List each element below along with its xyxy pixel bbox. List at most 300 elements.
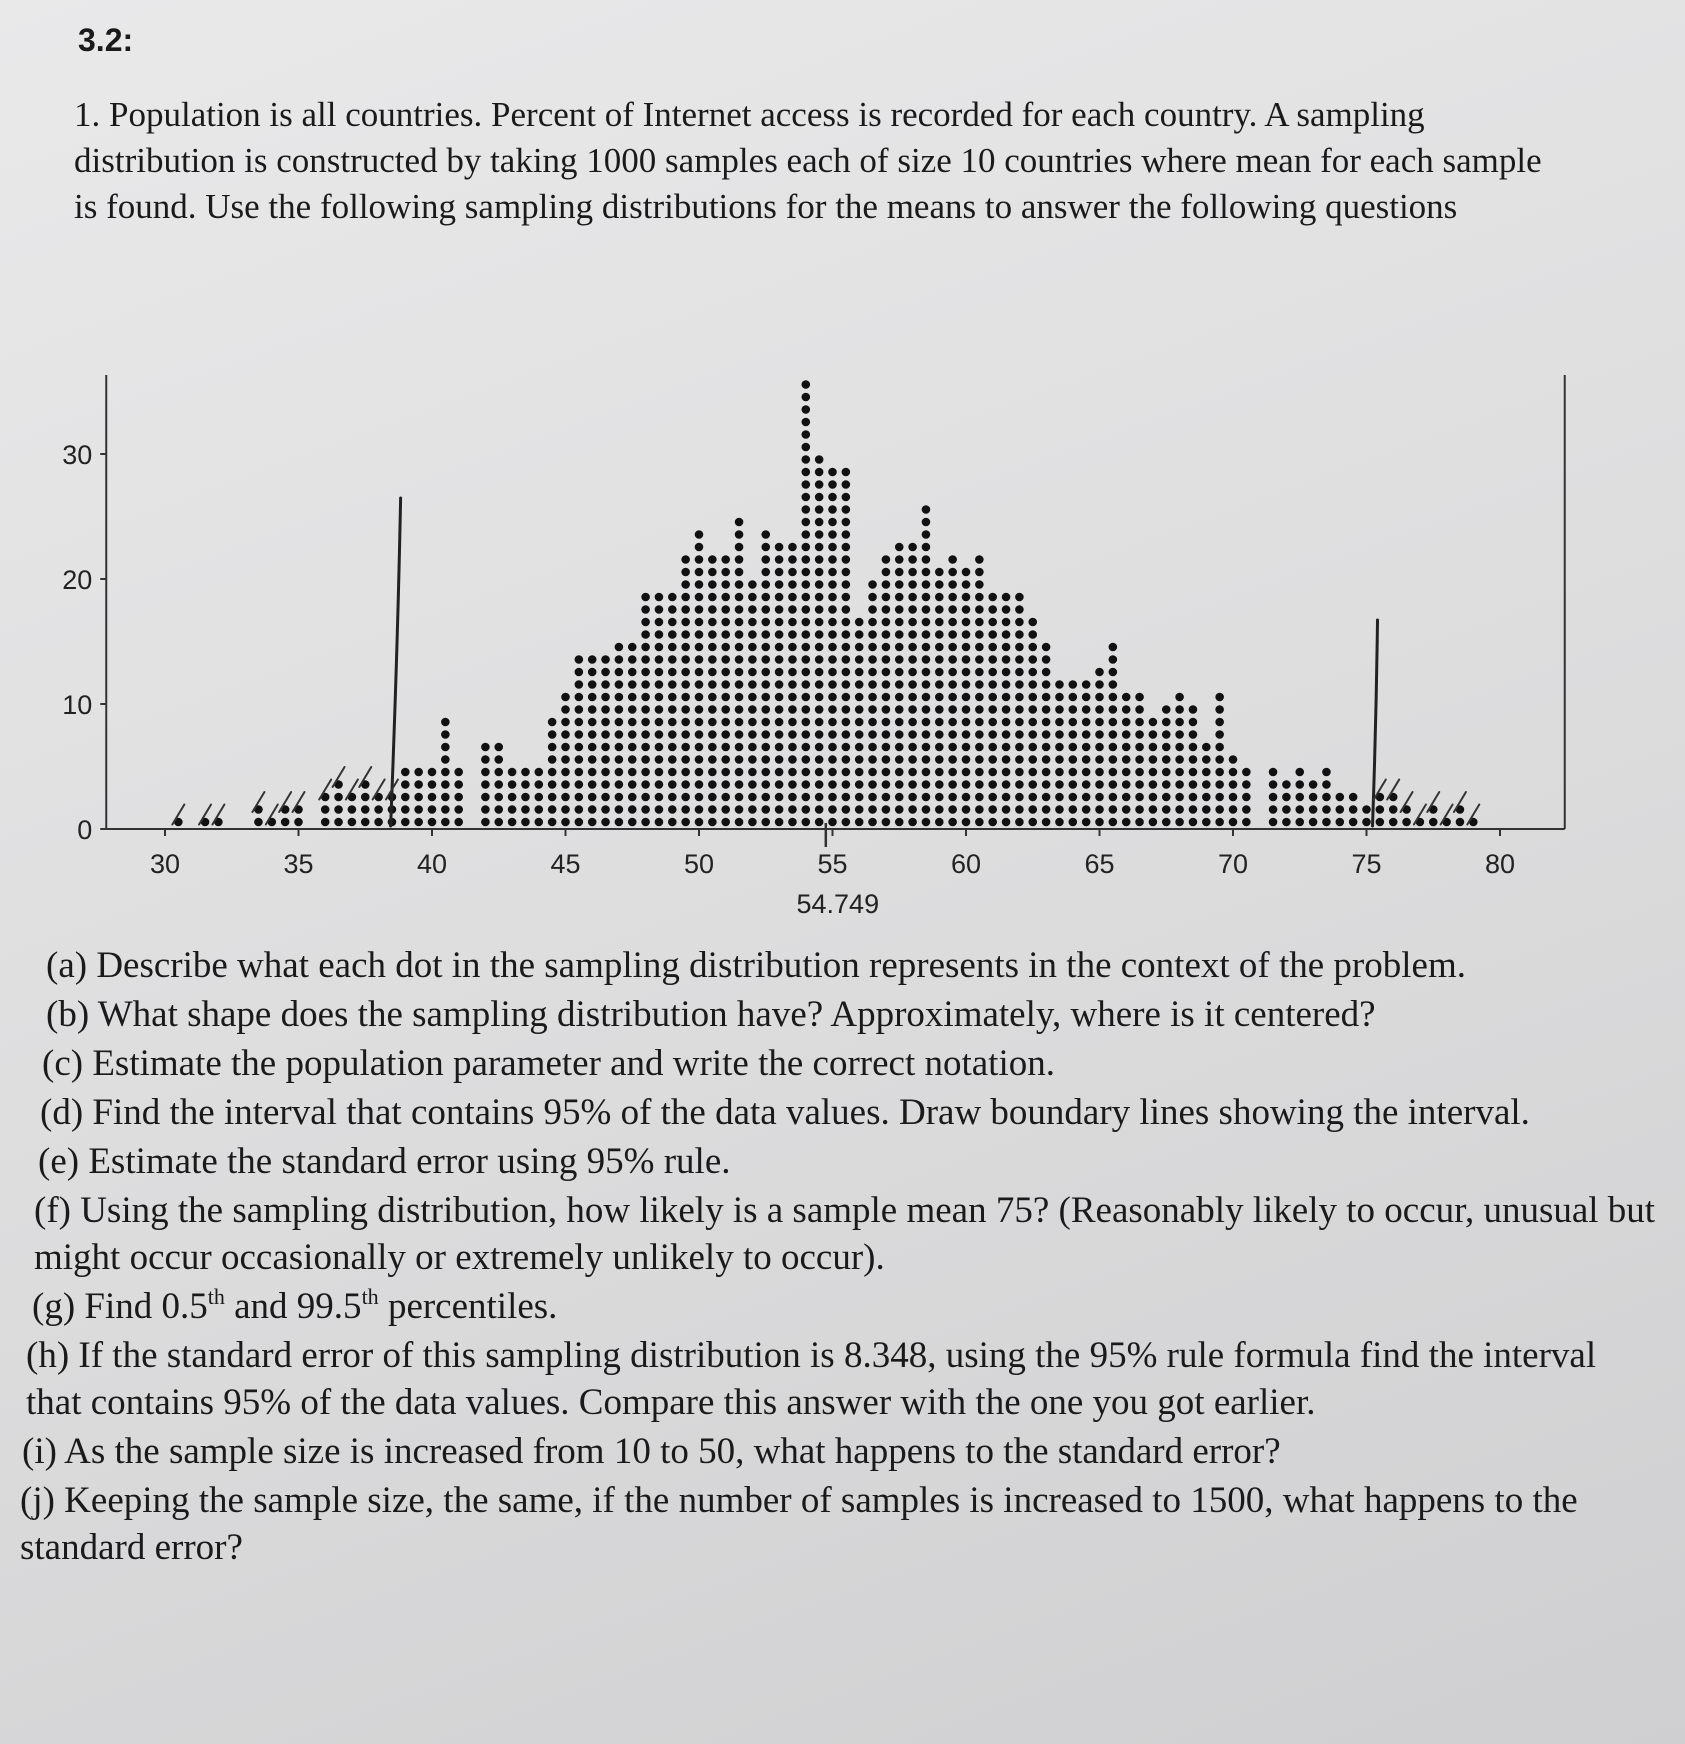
sample-mean-dot bbox=[828, 755, 837, 764]
sample-mean-dot bbox=[668, 730, 677, 739]
sample-mean-dot bbox=[628, 793, 637, 802]
sample-mean-dot bbox=[695, 618, 704, 627]
sample-mean-dot bbox=[975, 593, 984, 602]
sample-mean-dot bbox=[1122, 793, 1131, 802]
sample-mean-dot bbox=[935, 618, 944, 627]
sample-mean-dot bbox=[988, 768, 997, 777]
sample-mean-dot bbox=[962, 618, 971, 627]
sample-mean-dot bbox=[775, 593, 784, 602]
sample-mean-dot bbox=[1162, 705, 1171, 714]
sample-mean-dot bbox=[615, 780, 624, 789]
sample-mean-dot bbox=[735, 693, 744, 702]
sample-mean-dot bbox=[681, 555, 690, 564]
x-tick-label: 80 bbox=[1484, 849, 1516, 879]
sample-mean-dot bbox=[908, 693, 917, 702]
sample-mean-dot bbox=[948, 730, 957, 739]
sample-mean-dot bbox=[855, 630, 864, 639]
sample-mean-dot bbox=[1015, 705, 1024, 714]
sample-mean-dot bbox=[1229, 755, 1238, 764]
sample-mean-dot bbox=[655, 680, 664, 689]
sample-mean-dot bbox=[508, 793, 517, 802]
sample-mean-dot bbox=[628, 780, 637, 789]
sample-mean-dot bbox=[962, 605, 971, 614]
sample-mean-dot bbox=[975, 780, 984, 789]
sample-mean-dot bbox=[748, 593, 757, 602]
sample-mean-dot bbox=[828, 780, 837, 789]
sample-mean-dot bbox=[735, 605, 744, 614]
sample-mean-dot bbox=[1028, 668, 1037, 677]
sample-mean-dot bbox=[668, 793, 677, 802]
sample-mean-dot bbox=[641, 718, 650, 727]
sample-mean-dot bbox=[975, 668, 984, 677]
sample-mean-dot bbox=[882, 655, 891, 664]
sample-mean-dot bbox=[788, 818, 797, 827]
sample-mean-dot bbox=[655, 818, 664, 827]
sample-mean-dot bbox=[668, 605, 677, 614]
sample-mean-dot bbox=[1055, 793, 1064, 802]
sample-mean-dot bbox=[708, 593, 717, 602]
sample-mean-dot bbox=[1162, 755, 1171, 764]
sample-mean-dot bbox=[695, 580, 704, 589]
sample-mean-dot bbox=[655, 593, 664, 602]
sample-mean-dot bbox=[1028, 780, 1037, 789]
sample-mean-dot bbox=[588, 780, 597, 789]
sample-mean-dot bbox=[1336, 793, 1345, 802]
sample-mean-dot bbox=[935, 605, 944, 614]
sample-mean-dot bbox=[815, 705, 824, 714]
sample-mean-dot bbox=[441, 793, 450, 802]
sample-mean-dot bbox=[1082, 680, 1091, 689]
sample-mean-dot bbox=[494, 818, 503, 827]
y-tick-label: 30 bbox=[62, 440, 93, 470]
sample-mean-dot bbox=[761, 618, 770, 627]
sample-mean-dot bbox=[1322, 793, 1331, 802]
sample-mean-dot bbox=[588, 655, 597, 664]
sample-mean-dot bbox=[1122, 755, 1131, 764]
sample-mean-dot bbox=[588, 668, 597, 677]
sample-mean-dot bbox=[1336, 805, 1345, 814]
sample-mean-dot bbox=[1322, 780, 1331, 789]
sample-mean-dot bbox=[681, 743, 690, 752]
sample-mean-dot bbox=[1189, 730, 1198, 739]
sample-mean-dot bbox=[1015, 805, 1024, 814]
sample-mean-dot bbox=[481, 805, 490, 814]
sample-mean-dot bbox=[962, 568, 971, 577]
sample-mean-dot bbox=[775, 768, 784, 777]
sample-mean-dot bbox=[615, 743, 624, 752]
sample-mean-dot bbox=[1269, 818, 1278, 827]
sample-mean-dot bbox=[962, 705, 971, 714]
sample-mean-dot bbox=[721, 618, 730, 627]
sample-mean-dot bbox=[842, 493, 851, 502]
sample-mean-dot bbox=[1122, 768, 1131, 777]
sample-mean-dot bbox=[748, 718, 757, 727]
sample-mean-dot bbox=[975, 655, 984, 664]
sample-mean-dot bbox=[1349, 818, 1358, 827]
sample-mean-dot bbox=[842, 730, 851, 739]
sample-mean-dot bbox=[935, 705, 944, 714]
sample-mean-dot bbox=[454, 793, 463, 802]
sample-mean-dot bbox=[494, 793, 503, 802]
sample-mean-dot bbox=[615, 818, 624, 827]
sample-mean-dot bbox=[735, 730, 744, 739]
sample-mean-dot bbox=[975, 693, 984, 702]
sample-mean-dot bbox=[668, 768, 677, 777]
sample-mean-dot bbox=[521, 805, 530, 814]
sample-mean-dot bbox=[721, 593, 730, 602]
sample-mean-dot bbox=[641, 605, 650, 614]
sample-mean-dot bbox=[721, 605, 730, 614]
sample-mean-dot bbox=[588, 743, 597, 752]
sample-mean-dot bbox=[601, 768, 610, 777]
dot-markers bbox=[174, 380, 1478, 826]
question-d: (d) Find the interval that contains 95% of the data values. Draw boundary lines showing the interval. bbox=[40, 1092, 1530, 1133]
sample-mean-dot bbox=[908, 730, 917, 739]
sample-mean-dot bbox=[601, 693, 610, 702]
sample-mean-dot bbox=[895, 743, 904, 752]
sample-mean-dot bbox=[895, 543, 904, 552]
sample-mean-dot bbox=[1309, 793, 1318, 802]
sample-mean-dot bbox=[1109, 805, 1118, 814]
sample-mean-dot bbox=[1162, 818, 1171, 827]
sample-mean-dot bbox=[761, 555, 770, 564]
sample-mean-dot bbox=[1202, 743, 1211, 752]
sample-mean-dot bbox=[1082, 705, 1091, 714]
sample-mean-dot bbox=[975, 730, 984, 739]
sample-mean-dot bbox=[748, 743, 757, 752]
sample-mean-dot bbox=[922, 705, 931, 714]
sample-mean-dot bbox=[908, 568, 917, 577]
sample-mean-dot bbox=[1162, 793, 1171, 802]
sample-mean-dot bbox=[788, 793, 797, 802]
sample-mean-dot bbox=[922, 730, 931, 739]
sample-mean-dot bbox=[882, 705, 891, 714]
sample-mean-dot bbox=[721, 718, 730, 727]
sample-mean-dot bbox=[1095, 768, 1104, 777]
sample-mean-dot bbox=[828, 605, 837, 614]
sample-mean-dot bbox=[842, 655, 851, 664]
sample-mean-dot bbox=[655, 718, 664, 727]
sample-mean-dot bbox=[681, 580, 690, 589]
sample-mean-dot bbox=[1295, 818, 1304, 827]
sample-mean-dot bbox=[882, 580, 891, 589]
sample-mean-dot bbox=[615, 705, 624, 714]
sample-mean-dot bbox=[828, 555, 837, 564]
sample-mean-dot bbox=[681, 643, 690, 652]
sample-mean-dot bbox=[628, 655, 637, 664]
sample-mean-dot bbox=[775, 805, 784, 814]
sample-mean-dot bbox=[721, 805, 730, 814]
sample-mean-dot bbox=[668, 655, 677, 664]
left-boundary-line bbox=[391, 498, 401, 826]
sample-mean-dot bbox=[1215, 705, 1224, 714]
sample-mean-dot bbox=[842, 568, 851, 577]
sample-mean-dot bbox=[1002, 743, 1011, 752]
sample-mean-dot bbox=[735, 518, 744, 527]
sample-mean-dot bbox=[481, 793, 490, 802]
sample-mean-dot bbox=[548, 743, 557, 752]
sample-mean-dot bbox=[922, 718, 931, 727]
sample-mean-dot bbox=[321, 805, 330, 814]
question-g-end: percentiles. bbox=[378, 1286, 558, 1327]
sample-mean-dot bbox=[1189, 805, 1198, 814]
sample-mean-dot bbox=[1189, 768, 1198, 777]
question-h: (h) If the standard error of this sampling distribution is 8.348, using the 95% rule formula find the interval that contains 95% of the data values. Compare this answer with the one you got earlier. bbox=[26, 1335, 1597, 1423]
sample-mean-dot bbox=[788, 543, 797, 552]
sample-mean-dot bbox=[1109, 655, 1118, 664]
sample-mean-dot bbox=[628, 693, 637, 702]
sample-mean-dot bbox=[721, 680, 730, 689]
sample-mean-dot bbox=[641, 655, 650, 664]
sample-mean-dot bbox=[842, 743, 851, 752]
sample-mean-dot bbox=[1028, 743, 1037, 752]
y-axis bbox=[62, 440, 106, 845]
sample-mean-dot bbox=[735, 643, 744, 652]
sample-mean-dot bbox=[601, 743, 610, 752]
sample-mean-dot bbox=[641, 780, 650, 789]
sample-mean-dot bbox=[735, 630, 744, 639]
sample-mean-dot bbox=[428, 818, 437, 827]
sample-mean-dot bbox=[922, 543, 931, 552]
sample-mean-dot bbox=[695, 630, 704, 639]
sample-mean-dot bbox=[1175, 805, 1184, 814]
sample-mean-dot bbox=[748, 818, 757, 827]
sample-mean-dot bbox=[828, 668, 837, 677]
sample-mean-dot bbox=[962, 755, 971, 764]
sample-mean-dot bbox=[815, 455, 824, 464]
sample-mean-dot bbox=[708, 568, 717, 577]
sample-mean-dot bbox=[695, 718, 704, 727]
sample-mean-dot bbox=[815, 618, 824, 627]
sample-mean-dot bbox=[1055, 818, 1064, 827]
sample-mean-dot bbox=[441, 805, 450, 814]
sample-mean-dot bbox=[948, 718, 957, 727]
sample-mean-dot bbox=[802, 618, 811, 627]
sample-mean-dot bbox=[828, 655, 837, 664]
sample-mean-dot bbox=[1015, 680, 1024, 689]
sample-mean-dot bbox=[868, 680, 877, 689]
sample-mean-dot bbox=[588, 718, 597, 727]
sample-mean-dot bbox=[1015, 730, 1024, 739]
sample-mean-dot bbox=[988, 680, 997, 689]
sample-mean-dot bbox=[1002, 768, 1011, 777]
sample-mean-dot bbox=[721, 793, 730, 802]
sample-mean-dot bbox=[294, 818, 303, 827]
sample-mean-dot bbox=[802, 668, 811, 677]
sample-mean-dot bbox=[761, 693, 770, 702]
sample-mean-dot bbox=[908, 780, 917, 789]
sample-mean-dot bbox=[895, 730, 904, 739]
sample-mean-dot bbox=[721, 768, 730, 777]
sample-mean-dot bbox=[454, 805, 463, 814]
sample-mean-dot bbox=[721, 780, 730, 789]
sample-mean-dot bbox=[748, 780, 757, 789]
sample-mean-dot bbox=[1002, 593, 1011, 602]
sample-mean-dot bbox=[761, 680, 770, 689]
sample-mean-dot bbox=[1042, 818, 1051, 827]
sample-mean-dot bbox=[681, 593, 690, 602]
sample-mean-dot bbox=[521, 768, 530, 777]
sample-mean-dot bbox=[1042, 768, 1051, 777]
sample-mean-dot bbox=[681, 680, 690, 689]
sample-mean-dot bbox=[988, 643, 997, 652]
sample-mean-dot bbox=[748, 793, 757, 802]
sample-mean-dot bbox=[1189, 705, 1198, 714]
sample-mean-dot bbox=[1389, 818, 1398, 827]
sample-mean-dot bbox=[494, 780, 503, 789]
sample-mean-dot bbox=[708, 780, 717, 789]
sample-mean-dot bbox=[721, 705, 730, 714]
sample-mean-dot bbox=[828, 593, 837, 602]
sample-mean-dot bbox=[1015, 643, 1024, 652]
sample-mean-dot bbox=[802, 818, 811, 827]
sample-mean-dot bbox=[575, 718, 584, 727]
sample-mean-dot bbox=[1229, 780, 1238, 789]
sample-mean-dot bbox=[1322, 805, 1331, 814]
sample-mean-dot bbox=[681, 693, 690, 702]
question-g-start: (g) Find 0.5 bbox=[32, 1286, 208, 1327]
sample-mean-dot bbox=[575, 805, 584, 814]
sample-mean-dot bbox=[962, 743, 971, 752]
sample-mean-dot bbox=[761, 643, 770, 652]
sample-mean-dot bbox=[1069, 780, 1078, 789]
sample-mean-dot bbox=[895, 680, 904, 689]
sample-mean-dot bbox=[735, 818, 744, 827]
sample-mean-dot bbox=[695, 743, 704, 752]
sample-mean-dot bbox=[481, 768, 490, 777]
sample-mean-dot bbox=[588, 768, 597, 777]
sample-mean-dot bbox=[481, 743, 490, 752]
sample-mean-dot bbox=[1002, 643, 1011, 652]
sample-mean-dot bbox=[802, 443, 811, 452]
sample-mean-dot bbox=[735, 543, 744, 552]
sample-mean-dot bbox=[868, 705, 877, 714]
sample-mean-dot bbox=[441, 818, 450, 827]
sample-mean-dot bbox=[788, 705, 797, 714]
sample-mean-dot bbox=[1175, 718, 1184, 727]
sample-mean-dot bbox=[1028, 680, 1037, 689]
sample-mean-dot bbox=[828, 793, 837, 802]
sample-mean-dot bbox=[922, 555, 931, 564]
sample-mean-dot bbox=[908, 543, 917, 552]
sample-mean-dot bbox=[708, 630, 717, 639]
sample-mean-dot bbox=[695, 780, 704, 789]
sample-mean-dot bbox=[802, 493, 811, 502]
sample-mean-dot bbox=[1122, 780, 1131, 789]
sample-mean-dot bbox=[1015, 780, 1024, 789]
sample-mean-dot bbox=[908, 555, 917, 564]
sample-mean-dot bbox=[1028, 643, 1037, 652]
sample-mean-dot bbox=[962, 693, 971, 702]
sample-mean-dot bbox=[1202, 818, 1211, 827]
sample-mean-dot bbox=[481, 818, 490, 827]
sample-mean-dot bbox=[842, 793, 851, 802]
sample-mean-dot bbox=[695, 568, 704, 577]
sample-mean-dot bbox=[828, 543, 837, 552]
sample-mean-dot bbox=[868, 730, 877, 739]
sample-mean-dot bbox=[1376, 818, 1385, 827]
sample-mean-dot bbox=[535, 793, 544, 802]
sample-mean-dot bbox=[922, 793, 931, 802]
sample-mean-dot bbox=[1095, 780, 1104, 789]
sample-mean-dot bbox=[1082, 793, 1091, 802]
sample-mean-dot bbox=[948, 780, 957, 789]
sample-mean-dot bbox=[1015, 718, 1024, 727]
sample-mean-dot bbox=[428, 768, 437, 777]
sample-mean-dot bbox=[454, 780, 463, 789]
sample-mean-dot bbox=[1055, 680, 1064, 689]
sample-mean-dot bbox=[868, 743, 877, 752]
sample-mean-dot bbox=[988, 743, 997, 752]
sample-mean-dot bbox=[1215, 743, 1224, 752]
sample-mean-dot bbox=[561, 805, 570, 814]
sample-mean-dot bbox=[855, 780, 864, 789]
sample-mean-dot bbox=[1215, 780, 1224, 789]
sample-mean-dot bbox=[721, 743, 730, 752]
sample-mean-dot bbox=[842, 768, 851, 777]
sample-mean-dot bbox=[962, 643, 971, 652]
sample-mean-dot bbox=[615, 680, 624, 689]
sample-mean-dot bbox=[828, 643, 837, 652]
sample-mean-dot bbox=[842, 468, 851, 477]
sample-mean-dot bbox=[1002, 618, 1011, 627]
sample-mean-dot bbox=[681, 630, 690, 639]
sample-mean-dot bbox=[1229, 768, 1238, 777]
sample-mean-dot bbox=[842, 580, 851, 589]
sample-mean-dot bbox=[895, 768, 904, 777]
sample-mean-dot bbox=[788, 780, 797, 789]
sample-mean-dot bbox=[1215, 718, 1224, 727]
sample-mean-dot bbox=[641, 730, 650, 739]
sample-mean-dot bbox=[908, 605, 917, 614]
sample-mean-dot bbox=[615, 793, 624, 802]
sample-mean-dot bbox=[828, 468, 837, 477]
sample-mean-dot bbox=[414, 780, 423, 789]
sample-mean-dot bbox=[681, 668, 690, 677]
sample-mean-dot bbox=[1215, 755, 1224, 764]
sample-mean-dot bbox=[1095, 680, 1104, 689]
sample-mean-dot bbox=[668, 643, 677, 652]
sample-mean-dot bbox=[735, 755, 744, 764]
sample-mean-dot bbox=[908, 768, 917, 777]
sample-mean-dot bbox=[775, 730, 784, 739]
sample-mean-dot bbox=[922, 530, 931, 539]
sample-mean-dot bbox=[1095, 805, 1104, 814]
sample-mean-dot bbox=[1149, 768, 1158, 777]
sample-mean-dot bbox=[948, 618, 957, 627]
sample-mean-dot bbox=[868, 793, 877, 802]
sample-mean-dot bbox=[761, 568, 770, 577]
sample-mean-dot bbox=[962, 680, 971, 689]
sample-mean-dot bbox=[895, 618, 904, 627]
sample-mean-dot bbox=[708, 705, 717, 714]
sample-mean-dot bbox=[815, 793, 824, 802]
sample-mean-dot bbox=[1109, 768, 1118, 777]
sample-mean-dot bbox=[908, 643, 917, 652]
sample-mean-dot bbox=[1269, 768, 1278, 777]
sample-mean-dot bbox=[802, 655, 811, 664]
sample-mean-dot bbox=[935, 805, 944, 814]
sample-mean-dot bbox=[1189, 780, 1198, 789]
sample-mean-dot bbox=[721, 555, 730, 564]
sample-mean-dot bbox=[601, 705, 610, 714]
sample-mean-dot bbox=[962, 780, 971, 789]
sample-mean-dot bbox=[695, 793, 704, 802]
sample-mean-dot bbox=[535, 780, 544, 789]
sample-mean-dot bbox=[1202, 755, 1211, 764]
sample-mean-dot bbox=[895, 693, 904, 702]
sample-mean-dot bbox=[802, 380, 811, 389]
